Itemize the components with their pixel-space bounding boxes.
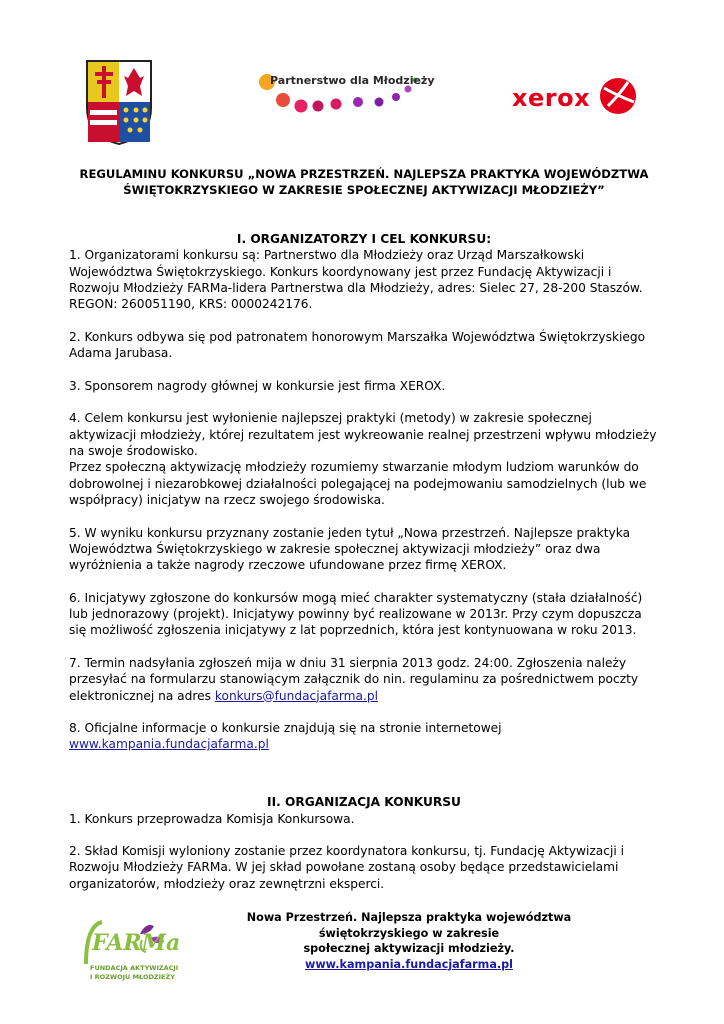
- partnerstwo-logo: [258, 62, 438, 162]
- footer-website-link[interactable]: www.kampania.fundacjafarma.pl: [305, 957, 513, 971]
- contest-email-link[interactable]: konkurs@fundacjafarma.pl: [214, 688, 379, 703]
- xerox-logo: [512, 72, 642, 132]
- section-1-paragraph-1: 1. Organizatorami konkursu są: Partnerstwo dla Młodzieży oraz Urząd Marszałkowski Województwa Świętokrzyskiego. Konkurs koordynowany jest przez Fundację Aktywizacji i Rozwoju Młodzieży FARMa-lidera Partnerstwa dla Młodzieży, adres: Sielec 27, 28-200 Staszów. REGON: 260051190, KRS: 0000242176.: [69, 248, 643, 312]
- section-1-paragraph-5: 5. W wyniku konkursu przyznany zostanie jeden tytuł „Nowa przestrzeń. Najlepsze praktyka Województwa Świętokrzyskiego w zakresie społecznej aktywizacji młodzieży” oraz dwa wyróżnienia a także nagrody rzeczowe ufundowane przez firmę XEROX.: [69, 525, 631, 573]
- document-title-line-2: ŚWIĘTOKRZYSKIEGO W ZAKRESIE SPOŁECZNEJ AKTYWIZACJI MŁODZIEŻY”: [123, 183, 605, 198]
- section-1-paragraph-8: [69, 720, 659, 753]
- coat-of-arms-logo: [84, 58, 154, 146]
- section-1-paragraph-6: 6. Inicjatywy zgłoszone do konkursów mogą mieć charakter systematyczny (stała działalność) lub jednorazowy (projekt). Inicjatywy powinny być realizowane w 2013r. Przy czym dopuszcza się możliwość zgłoszenia inicjatywy z lat poprzednich, która jest kontynuowana w roku 2013.: [69, 590, 643, 638]
- paragraph-7-text: 7. Termin nadsyłania zgłoszeń mija w dniu 31 sierpnia 2013 godz. 24:00. Zgłoszenia należy przesyłać na formularzu stanowiącym załącznik do nin. regulaminu za pośrednictwem poczty elektronicznej na adres: [69, 655, 639, 703]
- section-1-paragraph-3: 3. Sponsorem nagrody głównej w konkursie jest firma XEROX.: [69, 378, 446, 393]
- section-1-paragraph-7: [69, 655, 659, 704]
- document-title-line-1: REGULAMINU KONKURSU „NOWA PRZESTRZEŃ. NAJLEPSZA PRAKTYKA WOJEWÓDZTWA: [79, 167, 649, 181]
- xerox-logo-text: xerox: [512, 84, 591, 112]
- header-logos: [0, 52, 724, 152]
- farma-logo-caption-2: I ROZWOJU MŁODZIEŻY: [90, 973, 175, 981]
- page-footer: [0, 910, 724, 990]
- section-2-paragraph-2: 2. Skład Komisji wyloniony zostanie przez koordynatora konkursu, tj. Fundację Aktywizacji i Rozwoju Młodzieży FARMa. W jej skład powołane zostaną osoby będące przedstawicielami organizatorów, młodzieży oraz zewnętrzni eksperci.: [69, 844, 624, 891]
- xerox-ball-icon: [598, 76, 638, 116]
- partnerstwo-logo-text: Partnerstwo dla Młodzieży: [270, 74, 435, 87]
- paragraph-8-text: 8. Oficjalne informacje o konkursie znajdują się na stronie internetowej: [69, 721, 502, 736]
- document-body: [69, 166, 659, 892]
- footer-text: [194, 910, 624, 972]
- section-2-heading: II. ORGANIZACJA KONKURSU: [267, 795, 461, 810]
- section-1-heading: I. ORGANIZATORZY I CEL KONKURSU:: [236, 232, 492, 247]
- campaign-website-link[interactable]: www.kampania.fundacjafarma.pl: [69, 737, 269, 752]
- farma-logo-caption-1: FUNDACJA AKTYWIZACJI: [90, 964, 179, 972]
- section-1-paragraph-2: 2. Konkurs odbywa się pod patronatem honorowym Marszałka Województwa Świętokrzyskiego Adama Jarubasa.: [69, 329, 646, 361]
- section-1-paragraph-4a: 4. Celem konkursu jest wyłonienie najlepszej praktyki (metody) w zakresie społecznej aktywizacji młodzieży, której rezultatem jest wykreowanie realnej przestrzeni wpływu młodzieży na swoje środowisko.: [69, 411, 657, 459]
- footer-line-1: Nowa Przestrzeń. Najlepsza praktyka województwa świętokrzyskiego w zakresie: [246, 911, 572, 940]
- farma-logo: [80, 916, 180, 988]
- footer-line-2: społecznej aktywizacji młodzieży.: [303, 942, 515, 955]
- farma-logo-word: FARMa: [92, 930, 181, 956]
- section-1-paragraph-4b: Przez społeczną aktywizację młodzieży rozumiemy stwarzanie młodym ludziom warunków do dobrowolnej i niezarobkowej działalności polegającej na podejmowaniu samodzielnych (lub we współpracy) inicjatyw na rzecz swojego środowiska.: [69, 460, 647, 507]
- section-2-paragraph-1: 1. Konkurs przeprowadza Komisja Konkursowa.: [69, 811, 355, 826]
